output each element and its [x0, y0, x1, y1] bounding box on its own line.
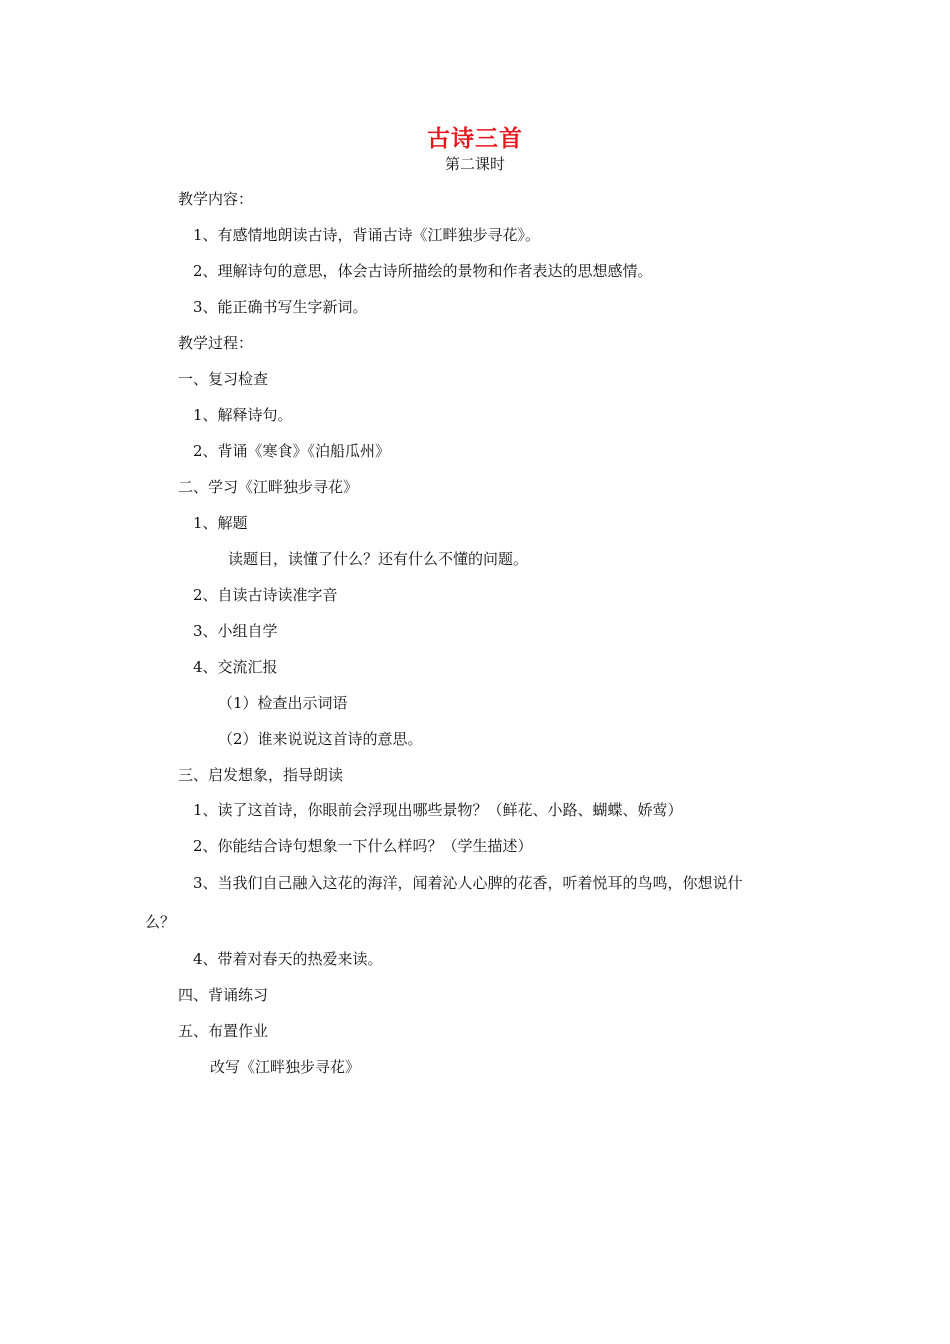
section-1-item-2: 2、背诵《寒食》《泊船瓜州》 [193, 442, 391, 460]
objective-2: 2、理解诗句的意思，体会古诗所描绘的景物和作者表达的思想感情。 [193, 262, 653, 280]
section-2-item-2: 2、自读古诗读准字音 [193, 586, 338, 604]
objective-3: 3、能正确书写生字新词。 [193, 298, 368, 316]
section-3-item-2: 2、你能结合诗句想象一下什么样吗？（学生描述） [193, 837, 533, 855]
content-heading: 教学内容： [178, 190, 254, 208]
section-3-item-3-wrap: 么？ [145, 913, 176, 931]
section-2-item-1: 1、解题 [193, 514, 248, 532]
section-1-item-1: 1、解释诗句。 [193, 406, 293, 424]
section-5-task: 改写《江畔独步寻花》 [210, 1058, 361, 1076]
section-2-sub-2: （2）谁来说说这首诗的意思。 [218, 730, 423, 748]
section-5-heading: 五、布置作业 [178, 1022, 269, 1040]
section-4-heading: 四、背诵练习 [178, 986, 269, 1004]
objective-1: 1、有感情地朗读古诗，背诵古诗《江畔独步寻花》。 [193, 226, 541, 244]
section-1-heading: 一、复习检查 [178, 370, 269, 388]
section-2-sub-1: （1）检查出示词语 [218, 694, 348, 712]
page-title: 古诗三首 [427, 125, 523, 152]
process-heading: 教学过程： [178, 334, 254, 352]
page-subtitle: 第二课时 [444, 155, 505, 173]
section-2-heading: 二、学习《江畔独步寻花》 [178, 478, 359, 496]
section-2-item-4: 4、交流汇报 [193, 658, 278, 676]
section-2-item-1-note: 读题目，读懂了什么？还有什么不懂的问题。 [228, 550, 529, 568]
section-3-item-1: 1、读了这首诗，你眼前会浮现出哪些景物？（鲜花、小路、蝴蝶、娇莺） [193, 801, 683, 819]
section-3-heading: 三、启发想象，指导朗读 [178, 766, 344, 784]
section-2-item-3: 3、小组自学 [193, 622, 278, 640]
section-3-item-3: 3、当我们自己融入这花的海洋，闻着沁人心脾的花香，听着悦耳的鸟鸣，你想说什 [193, 874, 743, 892]
section-3-item-4: 4、带着对春天的热爱来读。 [193, 950, 383, 968]
